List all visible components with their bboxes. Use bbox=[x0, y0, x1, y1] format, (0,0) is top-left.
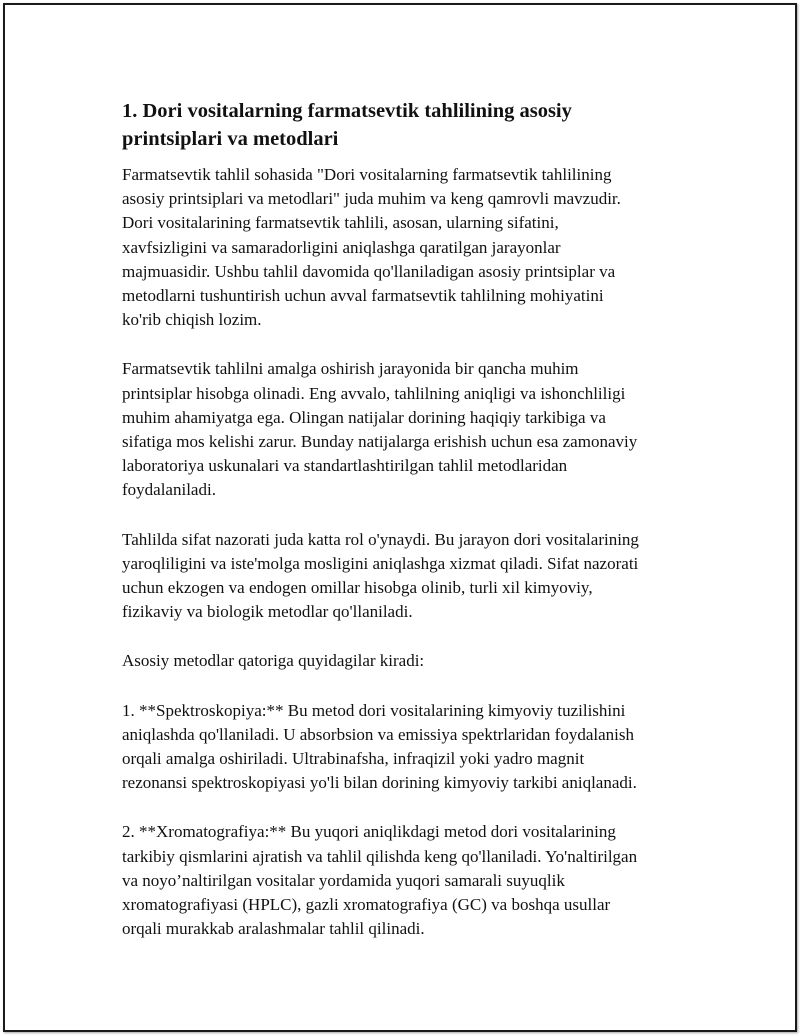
text-line: 2. **Xromatografiya:** Bu yuqori aniqlikdagi metod dori vositalarining bbox=[122, 822, 616, 842]
text-line: orqali murakkab aralashmalar tahlil qilinadi. bbox=[122, 919, 425, 939]
text-line: printsiplar hisobga olinadi. Eng avvalo, tahlilning aniqligi va ishonchliligi bbox=[122, 383, 626, 403]
text-line: tarkibiy qismlarini ajratish va tahlil qilishda keng qo'llaniladi. Yo'naltirilgan bbox=[122, 846, 638, 866]
text-line: metodlarni tushuntirish uchun avval farmatsevtik tahlilning mohiyatini bbox=[122, 286, 604, 306]
text-line: yaroqliligini va iste'molga mosligini aniqlashga xizmat qiladi. Sifat nazorati bbox=[122, 553, 639, 573]
document-body bbox=[122, 97, 692, 966]
document-page bbox=[3, 3, 797, 1032]
text-line: fizikaviy va biologik metodlar qo'llaniladi. bbox=[122, 602, 413, 622]
text-line: orqali amalga oshiriladi. Ultrabinafsha, infraqizil yoki yadro magnit bbox=[122, 749, 585, 769]
text-line: Tahlilda sifat nazorati juda katta rol o'ynaydi. Bu jarayon dori vositalarining bbox=[122, 529, 639, 549]
heading-line: printsiplari va metodlari bbox=[122, 128, 339, 150]
paragraph-intro bbox=[122, 163, 692, 332]
text-line: majmuasidir. Ushbu tahlil davomida qo'llaniladigan asosiy printsiplar va bbox=[122, 261, 616, 281]
text-line: ko'rib chiqish lozim. bbox=[122, 310, 262, 330]
heading-line: 1. Dori vositalarning farmatsevtik tahlilining asosiy bbox=[122, 100, 572, 122]
text-line: rezonansi spektroskopiyasi yo'li bilan dorining kimyoviy tarkibi aniqlanadi. bbox=[122, 773, 637, 793]
paragraph-quality-control bbox=[122, 528, 692, 625]
text-line: uchun ekzogen va endogen omillar hisobga olinib, turli xil kimyoviy, bbox=[122, 578, 593, 598]
text-line: asosiy printsiplari va metodlari" juda muhim va keng qamrovli mavzudir. bbox=[122, 189, 621, 209]
text-line: Dori vositalarining farmatsevtik tahlili, asosan, ularning sifatini, bbox=[122, 213, 559, 233]
text-line: Asosiy metodlar qatoriga quyidagilar kiradi: bbox=[122, 651, 425, 671]
text-line: 1. **Spektroskopiya:** Bu metod dori vositalarining kimyoviy tuzilishini bbox=[122, 700, 626, 720]
text-line: sifatiga mos kelishi zarur. Bunday natijalarga erishish uchun esa zamonaviy bbox=[122, 432, 638, 452]
text-line: aniqlashda qo'llaniladi. U absorbsion va emissiya spektrlaridan foydalanish bbox=[122, 724, 635, 744]
text-line: va noyo’naltirilgan vositalar yordamida yuqori samarali suyuqlik bbox=[122, 870, 565, 890]
text-line: Farmatsevtik tahlil sohasida "Dori vositalarning farmatsevtik tahlilining bbox=[122, 165, 612, 184]
text-line: xavfsizligini va samaradorligini aniqlashga qaratilgan jarayonlar bbox=[122, 237, 561, 257]
paragraph-methods-intro bbox=[122, 649, 692, 673]
list-item-spectroscopy bbox=[122, 699, 692, 796]
section-heading bbox=[122, 97, 692, 153]
text-line: foydalaniladi. bbox=[122, 480, 216, 500]
paragraph-principles bbox=[122, 357, 692, 502]
text-line: Farmatsevtik tahlilni amalga oshirish jarayonida bir qancha muhim bbox=[122, 359, 579, 379]
list-item-chromatography bbox=[122, 820, 692, 941]
text-line: xromatografiyasi (HPLC), gazli xromatografiya (GC) va boshqa usullar bbox=[122, 895, 611, 915]
text-line: laboratoriya uskunalari va standartlashtirilgan tahlil metodlaridan bbox=[122, 456, 568, 476]
text-line: muhim ahamiyatga ega. Olingan natijalar dorining haqiqiy tarkibiga va bbox=[122, 407, 606, 427]
